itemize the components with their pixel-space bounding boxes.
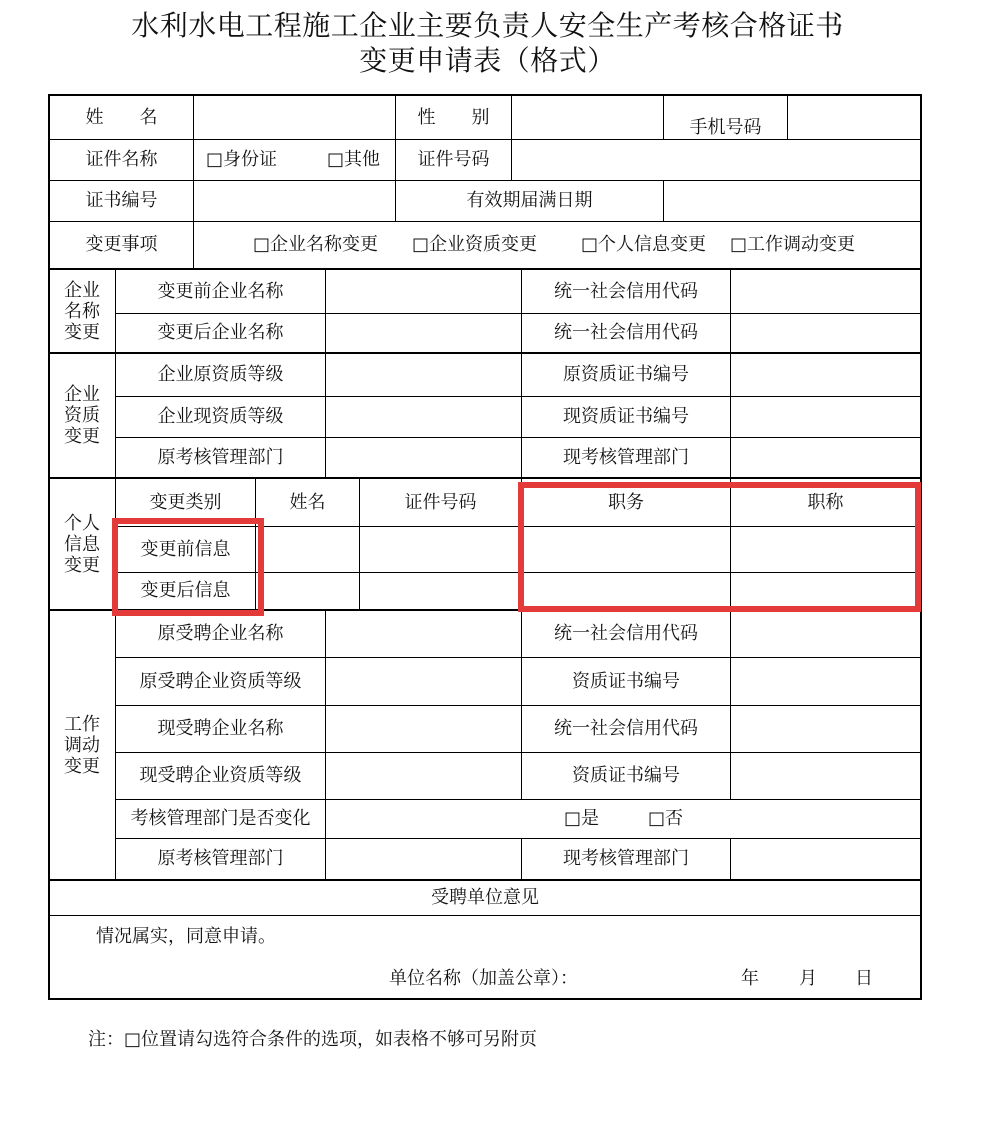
before-credit-code-field[interactable] [731,270,920,313]
curr-employer-credit-code-label: 统一社会信用代码 [554,718,698,739]
after-info-label: 变更后信息 [140,580,231,601]
orig-employer-cert-field[interactable] [731,658,920,705]
month-label: 月 [799,968,817,989]
unit-stamp-label: 单位名称（加盖公章）： [389,968,578,989]
employer-opinion-text: 情况属实，同意申请。 [96,926,276,947]
curr-qualification-cert-field[interactable] [731,397,920,437]
after-credit-code-label: 统一社会信用代码 [554,322,698,343]
id-type-label: 证件名称 [85,149,158,170]
company-name-change-group-label: 企业名称变更 [64,279,100,343]
change-item-label: 变更事项 [85,234,158,255]
gender-label: 性 别 [417,106,490,128]
dept-changed-no-checkbox[interactable]: □否 [648,808,684,829]
curr-employer-qualification-field[interactable] [326,753,521,799]
qualification-change-checkbox[interactable]: □企业资质变更 [412,234,538,255]
job-transfer-change-checkbox[interactable]: □工作调动变更 [730,234,856,255]
after-name-field[interactable] [256,573,359,609]
year-label: 年 [741,968,759,989]
transfer-orig-dept-field[interactable] [326,839,521,879]
orig-employer-credit-code-field[interactable] [731,611,920,657]
before-company-name-field[interactable] [326,270,521,313]
dept-changed-label: 考核管理部门是否变化 [130,808,311,829]
after-credit-code-field[interactable] [731,314,920,352]
orig-employer-name-label: 原受聘企业名称 [157,623,284,644]
after-company-name-field[interactable] [326,314,521,352]
curr-employer-name-label: 现受聘企业名称 [157,718,284,739]
personal-name-header: 姓名 [289,491,326,513]
expiry-date-field[interactable] [664,181,920,221]
orig-qualification-level-field[interactable] [326,354,521,396]
personal-id-number-header: 证件号码 [404,491,477,513]
id-number-field[interactable] [512,140,920,180]
phone-label: 手机号码 [689,116,762,138]
curr-employer-credit-code-field[interactable] [731,706,920,752]
id-card-checkbox[interactable]: □身份证 [206,149,278,170]
phone-field[interactable] [788,96,920,139]
curr-qualification-level-label: 企业现资质等级 [157,406,284,427]
personal-info-change-checkbox[interactable]: □个人信息变更 [581,234,707,255]
curr-employer-qualification-label: 现受聘企业资质等级 [139,765,302,786]
after-company-name-label: 变更后企业名称 [157,322,284,343]
highlight-box-position-title [518,482,921,612]
curr-employer-cert-label: 资质证书编号 [572,765,680,786]
curr-assessment-dept-label: 现考核管理部门 [563,446,689,468]
orig-assessment-dept-label: 原考核管理部门 [157,446,284,468]
orig-qualification-cert-field[interactable] [731,354,920,396]
orig-assessment-dept-field[interactable] [326,438,521,477]
highlight-box-info-labels [112,518,264,616]
form-title-line2: 变更申请表（格式） [359,44,616,77]
position-header: 职务 [608,491,644,513]
job-transfer-group-label: 工作调动变更 [64,713,100,777]
orig-employer-cert-label: 资质证书编号 [572,670,680,692]
id-number-label: 证件号码 [417,149,490,170]
personal-info-change-group-label: 个人信息变更 [64,512,100,576]
orig-qualification-level-label: 企业原资质等级 [157,364,284,385]
qualification-change-group-label: 企业资质变更 [64,384,100,447]
before-info-label: 变更前信息 [140,538,231,560]
curr-employer-cert-field[interactable] [731,753,920,799]
transfer-curr-dept-label: 现考核管理部门 [563,848,689,869]
employer-opinion-header: 受聘单位意见 [431,887,539,908]
orig-employer-qualification-field[interactable] [326,658,521,705]
footnote: 注：□位置请勾选符合条件的选项，如表格不够可另附页 [88,1029,538,1050]
after-id-number-field[interactable] [360,573,521,609]
certificate-number-field[interactable] [194,181,395,221]
day-label: 日 [855,968,873,989]
transfer-orig-dept-label: 原考核管理部门 [157,848,284,869]
company-name-change-checkbox[interactable]: □企业名称变更 [253,234,379,255]
orig-employer-name-field[interactable] [326,611,521,657]
professional-title-header: 职称 [807,491,844,513]
orig-qualification-cert-label: 原资质证书编号 [563,364,689,385]
before-id-number-field[interactable] [360,527,521,572]
curr-assessment-dept-field[interactable] [731,438,920,477]
curr-qualification-cert-label: 现资质证书编号 [563,406,689,427]
before-name-field[interactable] [256,527,359,572]
form-title-line1: 水利水电工程施工企业主要负责人安全生产考核合格证书 [131,9,844,42]
other-id-checkbox[interactable]: □其他 [327,149,381,170]
curr-employer-name-field[interactable] [326,706,521,752]
before-company-name-label: 变更前企业名称 [157,280,284,302]
name-label: 姓 名 [85,106,158,128]
curr-qualification-level-field[interactable] [326,397,521,437]
change-category-header: 变更类别 [149,491,222,513]
expiry-date-label: 有效期届满日期 [466,190,593,211]
name-field[interactable] [194,96,395,139]
gender-field[interactable] [512,96,663,139]
orig-employer-qualification-label: 原受聘企业资质等级 [139,670,302,692]
transfer-curr-dept-field[interactable] [731,839,920,879]
dept-changed-yes-checkbox[interactable]: □是 [564,808,600,829]
before-credit-code-label: 统一社会信用代码 [554,280,698,302]
certificate-number-label: 证书编号 [85,190,158,211]
orig-employer-credit-code-label: 统一社会信用代码 [554,623,698,644]
